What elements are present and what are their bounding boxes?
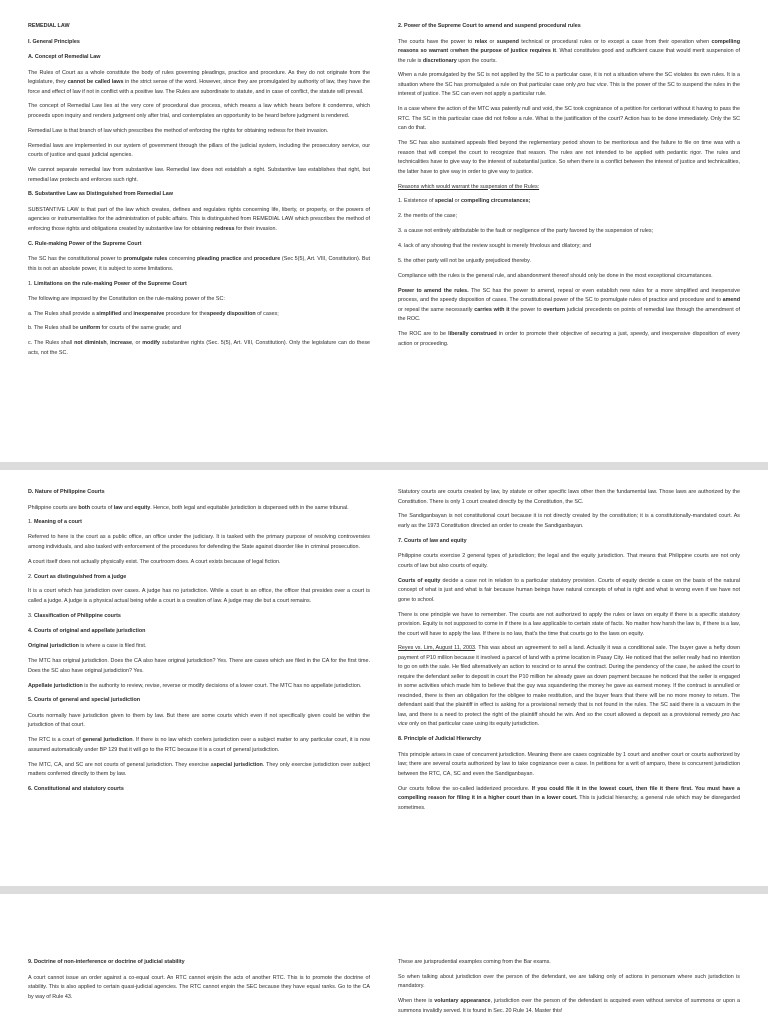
text-run: 1.: [28, 280, 34, 287]
text-run: I. General Principles: [28, 38, 80, 45]
paragraph: [28, 142, 370, 161]
text-run: amend: [722, 297, 740, 304]
text-run: voluntary appearance: [434, 998, 491, 1005]
section-heading: [398, 537, 740, 547]
text-run: and: [121, 310, 134, 317]
section-heading: [398, 735, 740, 745]
text-run: . What constitutes good and sufficient cause that would merit suspension of the rule is: [398, 48, 740, 64]
text-run: for their invasion.: [234, 225, 278, 232]
paragraph: [398, 330, 740, 349]
section-heading: [28, 627, 370, 637]
text-run: and: [241, 256, 254, 263]
paragraph: [398, 257, 740, 267]
paragraph: [398, 644, 740, 730]
paragraph: [28, 339, 370, 358]
text-run: 3. a cause not entirely attributable to the fault or negligence of the party favored by the suspension of rules;: [398, 228, 654, 235]
text-run: The SC has also sustained appeals filed beyond the reglementary period shown to be meritorious and the failure to file on time was with a reason that will compel the court to recognize that reason. The rules are not intended to be applied with pedantic rigor. The rules and technicalities have to give way to the interest of substantial justice. So when there is a conflict between the interest of justice and technicalities, the latter have to give way in order to give way to justice.: [398, 140, 740, 175]
section-heading: [28, 53, 370, 63]
paragraph: [398, 227, 740, 237]
text-run: is where a case is filed first.: [78, 643, 147, 650]
text-run: equity: [134, 504, 151, 511]
text-run: Courts of equity: [398, 577, 441, 584]
text-run: is the authority to review, revise, reverse or modify decisions of a lower court. The MTC has no appellate jurisdiction.: [82, 682, 362, 689]
text-run: . Hence, both legal and equitable jurisdiction is dispensed with in the same tribunal.: [150, 504, 349, 511]
document-page-1: [0, 0, 768, 462]
text-run: These are jurisprudential examples coming from the Bar exams.: [398, 959, 551, 965]
section-heading: [398, 22, 740, 32]
paragraph: [28, 518, 370, 528]
text-run: It is a court which has jurisdiction over cases. A judge has no jurisdiction. While a court is an office, the officer that presides over a court is called a judge. A judge is a physical actual being while a court is a creation of law. A judge may die but a court remains.: [28, 588, 370, 604]
paragraph: [28, 642, 370, 652]
text-run: This principle arises in case of concurrent jurisdiction. Meaning there are cases cognizable by 1 court and another court or courts authorized by law; there are several courts authorized by law to take cognizance over a case. In petitions for a writ of amparo, there is concurrent jurisdiction between the RTC, CA, SC and even the Sandiganbayan.: [398, 751, 740, 777]
text-run: redress: [215, 225, 235, 232]
text-run: A court cannot issue an order against a co-equal court. An RTC cannot enjoin the acts of another RTC. This is to promote the doctrine of stability. This is also applied to certain quasi-judicial agencies. The RTC cannot enjoin the SEC because they have equal ranks. Go to the CA by way of Rule 43.: [28, 974, 370, 1000]
document-page-2: [0, 470, 768, 886]
text-run: There is one principle we have to remember. The courts are not authorized to apply the rules or laws on equity if there is a specific statutory provision. Equity is not supposed to come in if there is a law applicable to certain state of facts. No matter how harsh the law is, if there is a law, the court will have to apply the law. If there is no law, that's the time that courts go to the laws on equity.: [398, 611, 740, 637]
text-run: in the strict sense of the word. However, since they are promulgated by authority of law, they have the force and effect of law if not in conflict with a positive law. The Rules are subordinate to statute, and in case of conflict, the statute will prevail.: [28, 79, 370, 95]
text-run: promulgate rules: [123, 256, 168, 263]
text-run: The concept of Remedial Law lies at the very core of procedural due process, which means a law which hears before it condemns, which proceeds upon inquiry and renders judgment only after trial, and contemplates an opportunity to be heard before judgment is rendered.: [28, 103, 370, 119]
text-run: When there is: [398, 998, 435, 1005]
section-heading: [28, 22, 370, 32]
paragraph: [28, 166, 370, 185]
text-run: Meaning of a court: [34, 519, 82, 526]
text-run: 6. Constitutional and statutory courts: [28, 786, 124, 793]
paragraph: [28, 102, 370, 121]
text-run: C. Rule-making Power of the Supreme Court: [28, 240, 142, 247]
text-run: upon the courts.: [456, 57, 497, 64]
text-run: b. The Rules shall be: [28, 325, 81, 332]
paragraph: [398, 71, 740, 100]
text-run: compelling circumstances;: [460, 198, 531, 205]
text-run: A court itself does not actually physically exist. The courtroom does. A court exists because of legal fiction.: [28, 558, 281, 565]
text-run: Compliance with the rules is the general rule, and abandonment thereof should only be done in the most exceptional circumstances.: [398, 272, 713, 279]
text-run: decide a case not in relation to a particular statutory provision. Courts of equity decide a case on the basis of the natural concept of what is just and what is fair because human beings have natural concepts of what is right and what is wrong even if we have not gone to school.: [398, 577, 740, 603]
text-run: Statutory courts are courts created by law, by statute or other specific laws other then the fundamental law. Those laws are authorized by the Constitution. There is only 1 court created directly by the Constitution, the SC.: [398, 489, 740, 505]
text-run: . This is the power of the SC to suspend the rules in the interest of justice. The SC can even not apply a particular rule.: [398, 81, 740, 98]
text-run: or: [487, 38, 497, 45]
text-run: general jurisdiction: [82, 737, 133, 744]
text-run: substantive rights (Sec. 5(5), Art. VIII, Constitution). Only the legislature can do these acts, not the SC.: [28, 340, 371, 356]
text-run: The MTC, CA, and SC are not courts of general jurisdiction. They exercise a: [28, 761, 214, 768]
paragraph: [398, 552, 740, 571]
text-run: both: [78, 504, 91, 511]
paragraph: [398, 242, 740, 252]
text-run: 4. Courts of original and appellate jurisdiction: [28, 627, 146, 634]
text-run: SUBSTANTIVE LAW is that part of the law which creates, defines and regulates rights concerning life, liberty, or property, or the powers of agencies or instrumentalities for the administration of public affairs. This is distinguished from REMEDIAL LAW which prescribes the method of enforcing those rights and obligations created by substantive law for obtaining: [28, 206, 370, 232]
text-run: . This was about an agreement to sell a land. Actually it was a conditional sale. The buyer gave a hefty down payment of P10 million because it involved a parcel of land with a prime location in Pasay City. He noticed that the seller really had no intention to go on with the sale. He filed alternatively an action to rescind or to annul the contract. During the pendency of the case, he asked the court to require the defendant seller to deposit in court the P10 million he already gave as down payment because he noticed that the seller is engaged in some activities which made him to believe that the guy was squandering the money he gave as earnest money. If the contract is annulled or rescinded, there is then an obligation for the obligee to make restitution, and the buyer fears that there will be no more money to return. The defendant said that the plaintiff in effect is asking for a provisional remedy that is not found in the rules. The SC said there is a vacuum in the law, and there is a need to protect the right of the plaintiff should he win. And so the court allowed a deposit as a provisional remedy: [398, 645, 740, 718]
text-run: Our courts follow the so-called ladderized procedure.: [398, 785, 532, 792]
text-run: The ROC are to be: [398, 331, 449, 338]
text-run: Appellate jurisdiction: [28, 682, 83, 689]
text-run: pleading practice: [197, 256, 242, 263]
paragraph: [398, 973, 740, 992]
text-run: 9. Doctrine of non-interference or doctrine of judicial stability: [28, 959, 185, 965]
section-heading: [28, 696, 370, 706]
paragraph: [28, 712, 370, 731]
paragraph: [28, 657, 370, 676]
text-run: Classification of Philippine courts: [34, 612, 121, 619]
paragraph: [28, 974, 370, 1003]
paragraph: [398, 272, 740, 282]
paragraph: [28, 761, 370, 780]
paragraph: [28, 280, 370, 290]
page-3-left-column: [28, 958, 370, 1007]
paragraph: [398, 38, 740, 67]
text-run: only on that particular case using its equity jurisdiction.: [407, 721, 540, 728]
paragraph: [28, 206, 370, 235]
text-run: B. Substantive Law as Distinguished from Remedial Law: [28, 191, 173, 198]
text-run: 2. the merits of the case;: [398, 213, 458, 220]
paragraph: [28, 682, 370, 692]
text-run: modify: [142, 340, 160, 347]
paragraph: [28, 736, 370, 755]
paragraph: [398, 139, 740, 177]
section-heading: [28, 958, 370, 968]
text-run: REMEDIAL LAW: [28, 23, 70, 29]
text-run: The courts have the power to: [398, 38, 475, 45]
text-run: Courts normally have jurisdiction given to them by law. But there are some courts which even if not specifically given could be within the jurisdiction of that court.: [28, 712, 370, 729]
text-run: a. The Rules shall provide a: [28, 310, 97, 317]
page-2-right-column: [398, 488, 740, 819]
section-heading: [28, 190, 370, 200]
text-run: The SC has the constitutional power to: [28, 256, 124, 263]
document-page-3: [0, 894, 768, 1024]
section-heading: [28, 240, 370, 250]
paragraph: [398, 287, 740, 325]
text-run: when the purpose of justice requires it: [454, 48, 557, 54]
text-run: relax: [474, 38, 488, 45]
section-heading: [28, 785, 370, 795]
text-run: Reyes vs. Lim, August 11, 2003: [398, 645, 476, 652]
paragraph: [28, 69, 370, 98]
text-run: 1.: [28, 519, 34, 526]
text-run: 5. the other party will not be unjustly prejudiced thereby.: [398, 258, 531, 265]
page-3-right-column: [398, 958, 740, 1022]
text-run: (Sec 5(5), Art. VIII, Constitution). But this is not an absolute power, it is subject to some limitations.: [28, 256, 370, 272]
text-run: . They only exercise jurisdiction over subject matters conferred directly to them by law.: [28, 761, 370, 778]
text-run: We cannot separate remedial law from substantive law. Remedial law does not establish a right. Substantive law establishes that right, but remedial law protects and enforces such right.: [28, 167, 370, 183]
text-run: 4. lack of any showing that the review sought is merely frivolous and dilatory; and: [398, 243, 592, 250]
text-run: Original jurisdiction: [28, 643, 79, 650]
text-run: procedure for the: [164, 310, 207, 317]
text-run: 3.: [28, 612, 34, 619]
text-run: Philippine courts are: [28, 504, 79, 511]
paragraph: [398, 751, 740, 780]
text-run: special jurisdiction: [213, 761, 263, 768]
text-run: suspend: [496, 38, 519, 45]
text-run: When a rule promulgated by the SC is not applied by the SC to a particular case, it is not a situation where the SC violates its own rules. It is a situation where the SC has promulgated a rule on that particular case only: [398, 72, 740, 88]
text-run: cannot be called laws: [67, 79, 124, 85]
paragraph: [28, 558, 370, 568]
text-run: in order to promote their objective of securing a just, speedy, and inexpensive disposition of every action or proceeding.: [398, 331, 741, 347]
text-run: simplified: [96, 310, 122, 317]
text-run: 7. Courts of law and equity: [398, 537, 467, 544]
page-1-left-column: [28, 22, 370, 364]
paragraph: [398, 488, 740, 507]
text-run: special: [434, 198, 454, 205]
text-run: and: [122, 504, 135, 511]
text-run: increase: [110, 340, 132, 347]
paragraph: [28, 504, 370, 514]
paragraph: [28, 310, 370, 320]
paragraph: [28, 573, 370, 583]
text-run: of cases;: [255, 310, 279, 317]
paragraph: [28, 255, 370, 274]
text-run: or: [448, 48, 455, 54]
text-run: judicial precedents on points of remedial law through the amendment of the ROC.: [398, 306, 740, 323]
text-run: Philippine courts exercise 2 general types of jurisdiction; the legal and the equity jurisdiction. That means that Philippine courts are not only courts of law but also courts of equity.: [398, 553, 740, 569]
text-run: compelling reasons so warrant: [398, 38, 740, 54]
text-run: So when talking about jurisdiction over the person of the defendant, we are talking only of actions in personam where such jurisdiction is mandatory.: [398, 973, 740, 990]
text-run: 1. Existence of: [398, 198, 435, 205]
text-run: c. The Rules shall: [28, 340, 75, 347]
text-run: 2.: [28, 573, 34, 580]
text-run: . If there is no law which confers jurisdiction over a subject matter to any particular court, it is now assumed automatically under BP 129 that it will go to the RTC because it is a court of general jurisdiction.: [28, 737, 370, 753]
text-run: This is judicial hierarchy, a general rule which may be disregarded sometimes.: [398, 795, 740, 811]
text-run: The Rules of Court as a whole constitute the body of rules governing pleadings, practice and procedure. As they do not originate from the legislature, they: [28, 69, 370, 85]
text-run: the power to: [509, 306, 544, 313]
paragraph: [398, 197, 740, 207]
text-run: liberally construed: [448, 331, 497, 338]
text-run: speedy disposition: [206, 310, 256, 317]
text-run: inexpensive: [133, 310, 165, 317]
text-run: The RTC is a court of: [28, 737, 83, 744]
paragraph: [398, 105, 740, 134]
text-run: concerning: [167, 256, 197, 263]
text-run: technical or procedural rules or to except a case from their operation when: [518, 38, 712, 45]
text-run: Remedial Law is that branch of law which prescribes the method of enforcing the rights for obtaining redress for their invasion.: [28, 127, 329, 134]
text-run: or: [453, 198, 461, 205]
text-run: pro hac vice: [398, 711, 740, 728]
text-run: The SC has the power to amend, repeal or even establish new rules for a more simplified and inexpensive process, and the speedy disposition of cases. The constitutional power of the SC to promulgate rules of practice and procedure and to: [398, 287, 740, 304]
text-run: Referred to here is the court as a public office, an office under the judiciary. It is tasked with the primary purpose of resolving controversies among individuals, and also tasked with enforcement of the procedures for defending the State against disorder like in criminal prosecution.: [28, 534, 370, 550]
text-run: , jurisdiction over the person of the defendant is acquired even without service of summons or upon a summons invalidly served. It is found in Sec. 20 Rule 14. Master this!: [398, 998, 740, 1014]
text-run: A. Concept of Remedial Law: [28, 54, 101, 60]
page-2-left-column: [28, 488, 370, 801]
text-run: Power to amend the rules.: [398, 287, 469, 294]
text-run: D. Nature of Philippine Courts: [28, 489, 105, 495]
text-run: Reasons which would warrant the suspension of the Rules:: [398, 183, 540, 190]
text-run: overturn: [543, 306, 566, 313]
text-run: 8. Principle of Judicial Hierarchy: [398, 736, 482, 743]
text-run: 5. Courts of general and special jurisdiction: [28, 697, 141, 704]
text-run: procedure: [253, 256, 281, 263]
text-run: discretionary: [422, 57, 457, 64]
text-run: In a case where the action of the MTC was patently null and void, the SC took cognizance of a petition for certiorari without it having to pass the RTC. The SC in this particular case did not follow a rule. What is the justification of the court? Action has to be done immediately. Only the SC can do that.: [398, 106, 740, 132]
text-run: or repeal the same necessarily: [398, 306, 475, 313]
text-run: , or: [132, 340, 143, 347]
text-run: If you could file it in the lowest court, then file it there first. You must have a compelling reason for filing it in a higher court than in a lower court.: [398, 785, 740, 802]
paragraph: [398, 512, 740, 531]
paragraph: [28, 533, 370, 552]
text-run: The MTC has original jurisdiction. Does the CA also have original jurisdiction? Yes. There are cases which are filed in the CA for the first time. Does the SC also have original jurisdiction? Yes.: [28, 658, 370, 674]
paragraph: [398, 785, 740, 814]
paragraph: [28, 324, 370, 334]
section-heading: [28, 488, 370, 498]
text-run: Court as distinguished from a judge: [34, 573, 127, 580]
text-run: uniform: [80, 325, 101, 332]
text-run: carries with it: [474, 306, 510, 313]
text-run: not diminish: [74, 340, 107, 347]
text-run: courts of: [90, 504, 114, 511]
paragraph: [28, 587, 370, 606]
paragraph: [28, 295, 370, 305]
text-run: Limitations on the rule-making Power of the Supreme Court: [34, 280, 187, 287]
paragraph: [28, 612, 370, 622]
text-run: pro hac vice: [577, 81, 607, 88]
paragraph: [398, 611, 740, 640]
text-run: ,: [106, 340, 111, 347]
text-run: law: [113, 504, 123, 511]
text-run: The Sandiganbayan is not constitutional court because it is not directly created by the constitution; it is a constitutionally-mandated court. As early as the 1973 Constitution directed an order to create the Sandiganbayan.: [398, 513, 740, 529]
paragraph: [398, 958, 740, 968]
paragraph: [398, 183, 740, 193]
text-run: 2. Power of the Supreme Court to amend and suspend procedural rules: [398, 23, 581, 29]
paragraph: [398, 212, 740, 222]
paragraph: [28, 127, 370, 137]
text-run: for courts of the same grade; and: [100, 325, 182, 332]
section-heading: [28, 38, 370, 48]
paragraph: [398, 997, 740, 1016]
paragraph: [398, 577, 740, 606]
page-1-right-column: [398, 22, 740, 355]
text-run: The following are imposed by the Constitution on the rule-making power of the SC:: [28, 295, 225, 302]
text-run: Remedial laws are implemented in our system of government through the pillars of the judicial system, including the prosecutory service, our courts of justice and quasi judicial agencies.: [28, 142, 370, 159]
